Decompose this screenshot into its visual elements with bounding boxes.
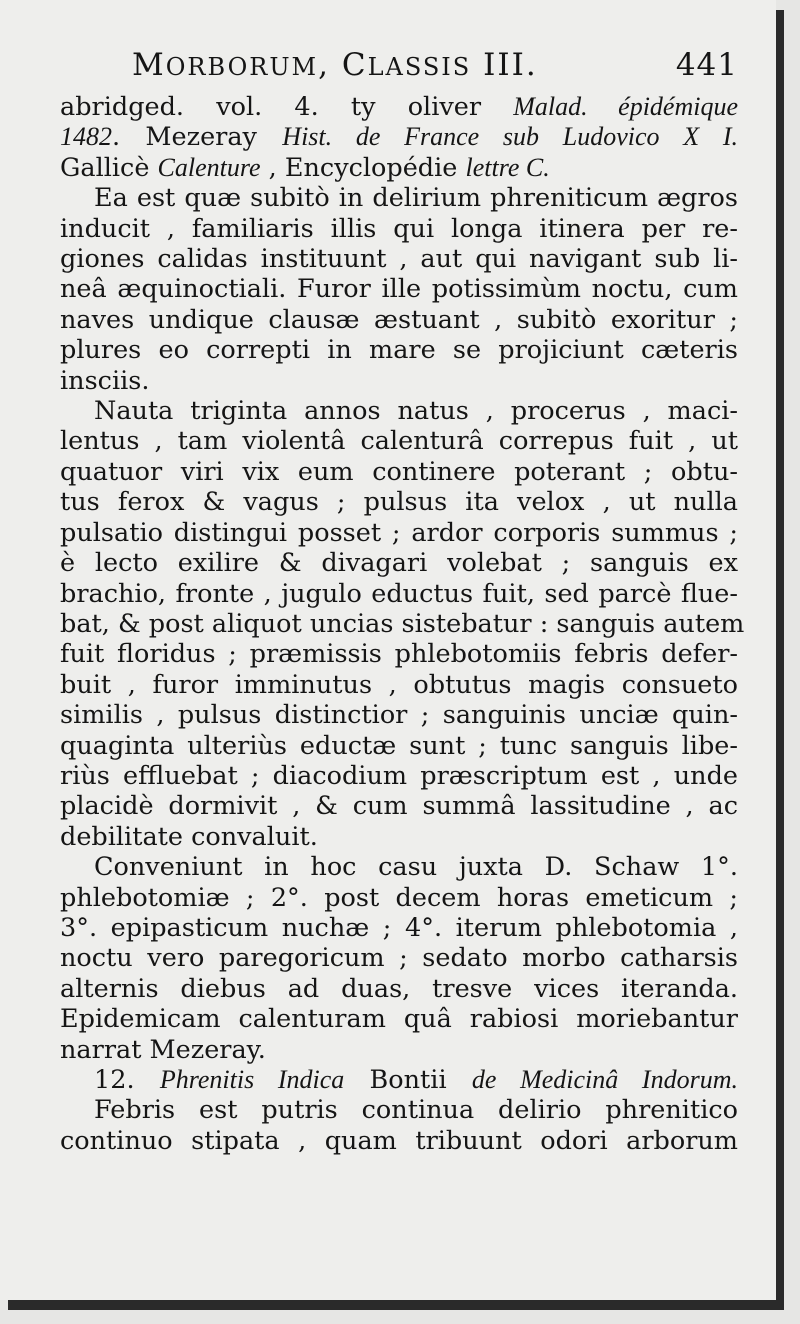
text-run: è lecto exilire & divagari volebat ; sanguis ex (60, 548, 738, 579)
text-run: quaginta ulteriùs eductæ sunt ; tunc sanguis libe- (60, 730, 738, 761)
text-run: fuit floridus ; præmissis phlebotomiis febris defer- (60, 639, 738, 670)
text-run: neâ æquinoctiali. Furor ille potissimùm noctu, cum (60, 274, 738, 305)
text-line (60, 274, 738, 304)
text-line (60, 122, 738, 152)
text-run: similis , pulsus distinctior ; sanguinis unciæ quin- (60, 700, 738, 731)
text-line (60, 700, 738, 730)
italic-text: 1482 (60, 122, 112, 152)
text-line (60, 852, 738, 882)
text-run: pulsatio distingui posset ; ardor corporis summus ; (60, 517, 738, 548)
text-run: debilitate convaluit. (60, 821, 318, 852)
text-run: Gallicè (60, 152, 158, 183)
text-run: continuo stipata , quam tribuunt odori arborum (60, 1125, 738, 1156)
text-line (60, 791, 738, 821)
text-line (60, 1065, 738, 1095)
text-run: phlebotomiæ ; 2°. post decem horas emeticum ; (60, 882, 738, 913)
running-title: MORBORUM, CLASSIS III. (132, 47, 538, 83)
text-run: giones calidas instituunt , aut qui navigant sub li- (60, 244, 738, 275)
text-run: naves undique clausæ æstuant , subitò exoritur ; (60, 304, 738, 335)
text-run: buit , furor imminutus , obtutus magis consueto (60, 669, 738, 700)
text-line (60, 883, 738, 913)
page-number: 441 (675, 47, 738, 83)
text-run: , Encyclopédie (260, 152, 466, 183)
text-line (60, 974, 738, 1004)
italic-text: Malad. épidémique (513, 92, 739, 121)
text-run: lentus , tam violentâ calenturâ correpus fuit , ut (60, 426, 738, 457)
running-header (132, 44, 738, 90)
text-run: brachio, fronte , jugulo eductus fuit, sed parcè flue- (60, 578, 738, 609)
text-line (60, 1126, 738, 1156)
text-run: alternis diebus ad duas, tresve vices iteranda. (60, 973, 738, 1004)
text-line (60, 579, 738, 609)
text-line (60, 487, 738, 517)
text-line (60, 153, 738, 183)
body-text (60, 92, 745, 1156)
text-run: Epidemicam calenturam quâ rabiosi moriebantur (60, 1004, 738, 1035)
text-line (60, 214, 738, 244)
text-run: bat, & post aliquot uncias sistebatur : sanguis autem (60, 608, 745, 639)
italic-text: de Medicinâ Indorum. (471, 1065, 738, 1094)
text-line (60, 913, 738, 943)
text-line (60, 1004, 738, 1034)
text-run: quatuor viri vix eum continere poterant ; obtu- (60, 456, 738, 487)
text-line (60, 731, 738, 761)
text-line (60, 943, 738, 973)
text-run: 12. (94, 1065, 160, 1095)
text-run: narrat Mezeray. (60, 1034, 266, 1065)
text-line (60, 761, 738, 791)
page-text (60, 44, 745, 1156)
text-line (60, 457, 738, 487)
text-line (60, 670, 738, 700)
text-line (60, 608, 745, 639)
text-line (60, 335, 738, 365)
text-run: 3°. epipasticum nuchæ ; 4°. iterum phlebotomia , (60, 912, 738, 943)
text-run: riùs effluebat ; diacodium præscriptum est , unde (60, 760, 738, 791)
text-run: inducit , familiaris illis qui longa itinera per re- (60, 213, 738, 244)
text-line (60, 426, 738, 456)
text-run: . Mezeray (112, 122, 283, 153)
italic-text: lettre C. (465, 152, 550, 182)
italic-text: Calenture (157, 152, 261, 182)
text-run: noctu vero paregoricum ; sedato morbo catharsis (60, 943, 738, 974)
text-line (60, 1095, 738, 1125)
text-line (60, 639, 738, 669)
text-line (60, 548, 738, 578)
text-line (60, 92, 738, 122)
italic-text: Hist. de France sub Ludovico X I. (282, 122, 739, 152)
text-line (60, 1035, 738, 1065)
text-line (60, 396, 738, 426)
text-line (60, 822, 738, 852)
text-run: plures eo correpti in mare se projiciunt cæteris (60, 335, 738, 366)
text-run: Nauta triginta annos natus , procerus , maci- (94, 396, 738, 427)
italic-text: Phrenitis Indica (159, 1065, 345, 1094)
text-run: abridged. vol. 4. ty oliver (60, 92, 514, 122)
text-line (60, 366, 738, 396)
text-line (60, 305, 738, 335)
text-line (60, 244, 738, 274)
text-run: placidè dormivit , & cum summâ lassitudine , ac (60, 791, 738, 822)
text-run: Bontii (344, 1065, 472, 1095)
text-run: tus ferox & vagus ; pulsus ita velox , ut nulla (60, 487, 738, 518)
text-line (60, 183, 738, 213)
text-run: Conveniunt in hoc casu juxta D. Schaw 1°. (94, 852, 738, 883)
text-run: Febris est putris continua delirio phrenitico (94, 1095, 738, 1126)
text-run: insciis. (60, 365, 150, 396)
text-line (60, 518, 738, 548)
text-run: Ea est quæ subitò in delirium phreniticum ægros (94, 183, 738, 214)
